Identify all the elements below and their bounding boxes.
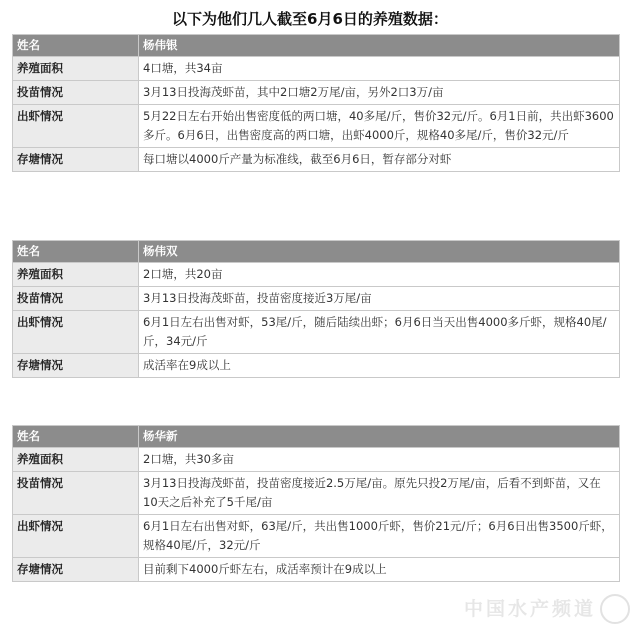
table-row <box>13 558 620 582</box>
row-label: 出虾情况 <box>13 311 139 354</box>
farmer-name: 杨伟银 <box>139 35 620 57</box>
row-label: 存塘情况 <box>13 148 139 172</box>
watermark-text: 中国水产频道 <box>463 597 596 620</box>
farmer-name: 杨伟双 <box>139 241 620 263</box>
row-label: 存塘情况 <box>13 354 139 378</box>
row-value: 6月1日左右出售对虾，53尾/斤，随后陆续出虾；6月6日当天出售4000多斤虾，规格40尾/斤，34元/斤 <box>139 311 620 354</box>
row-label: 出虾情况 <box>13 105 139 148</box>
row-label: 存塘情况 <box>13 558 139 582</box>
table-row <box>13 311 620 354</box>
table-row <box>13 57 620 81</box>
table-row <box>13 287 620 311</box>
row-value: 5月22日左右开始出售密度低的两口塘，40多尾/斤，售价32元/斤。6月1日前，共出虾3600多斤。6月6日，出售密度高的两口塘，出虾4000斤，规格40多尾/斤，售价32元/斤 <box>139 105 620 148</box>
row-label: 投苗情况 <box>13 472 139 515</box>
page-title: 以下为他们几人截至6月6日的养殖数据： <box>172 10 448 28</box>
row-value: 2口塘，共20亩 <box>139 263 620 287</box>
row-label: 投苗情况 <box>13 81 139 105</box>
row-value: 目前剩下4000斤虾左右，成活率预计在9成以上 <box>139 558 620 582</box>
row-value: 2口塘，共30多亩 <box>139 448 620 472</box>
table-row <box>13 354 620 378</box>
table-row <box>13 105 620 148</box>
row-label: 养殖面积 <box>13 263 139 287</box>
row-value: 3月13日投海茂虾苗，投苗密度接近2.5万尾/亩。原先只投2万尾/亩，后看不到虾苗，又在10天之后补充了5千尾/亩 <box>139 472 620 515</box>
table-header-row <box>13 35 620 57</box>
row-value: 4口塘，共34亩 <box>139 57 620 81</box>
table-row <box>13 472 620 515</box>
farmer-table-3 <box>12 425 620 582</box>
table-row <box>13 448 620 472</box>
table-header-row <box>13 426 620 448</box>
row-label: 出虾情况 <box>13 515 139 558</box>
name-header-label: 姓名 <box>13 426 139 448</box>
row-value: 6月1日左右出售对虾，63尾/斤，共出售1000斤虾，售价21元/斤；6月6日出售3500斤虾，规格40尾/斤，32元/斤 <box>139 515 620 558</box>
farmer-name: 杨华新 <box>139 426 620 448</box>
globe-icon <box>600 594 630 624</box>
row-value: 成活率在9成以上 <box>139 354 620 378</box>
row-value: 每口塘以4000斤产量为标准线，截至6月6日，暂存部分对虾 <box>139 148 620 172</box>
table-row <box>13 81 620 105</box>
row-label: 养殖面积 <box>13 57 139 81</box>
row-label: 养殖面积 <box>13 448 139 472</box>
row-value: 3月13日投海茂虾苗，投苗密度接近3万尾/亩 <box>139 287 620 311</box>
farmer-table-1 <box>12 34 620 172</box>
row-value: 3月13日投海茂虾苗，其中2口塘2万尾/亩，另外2口3万/亩 <box>139 81 620 105</box>
name-header-label: 姓名 <box>13 35 139 57</box>
name-header-label: 姓名 <box>13 241 139 263</box>
table-header-row <box>13 241 620 263</box>
site-watermark <box>464 594 630 625</box>
table-row <box>13 263 620 287</box>
farmer-table-2 <box>12 240 620 378</box>
row-label: 投苗情况 <box>13 287 139 311</box>
table-row <box>13 515 620 558</box>
table-row <box>13 148 620 172</box>
